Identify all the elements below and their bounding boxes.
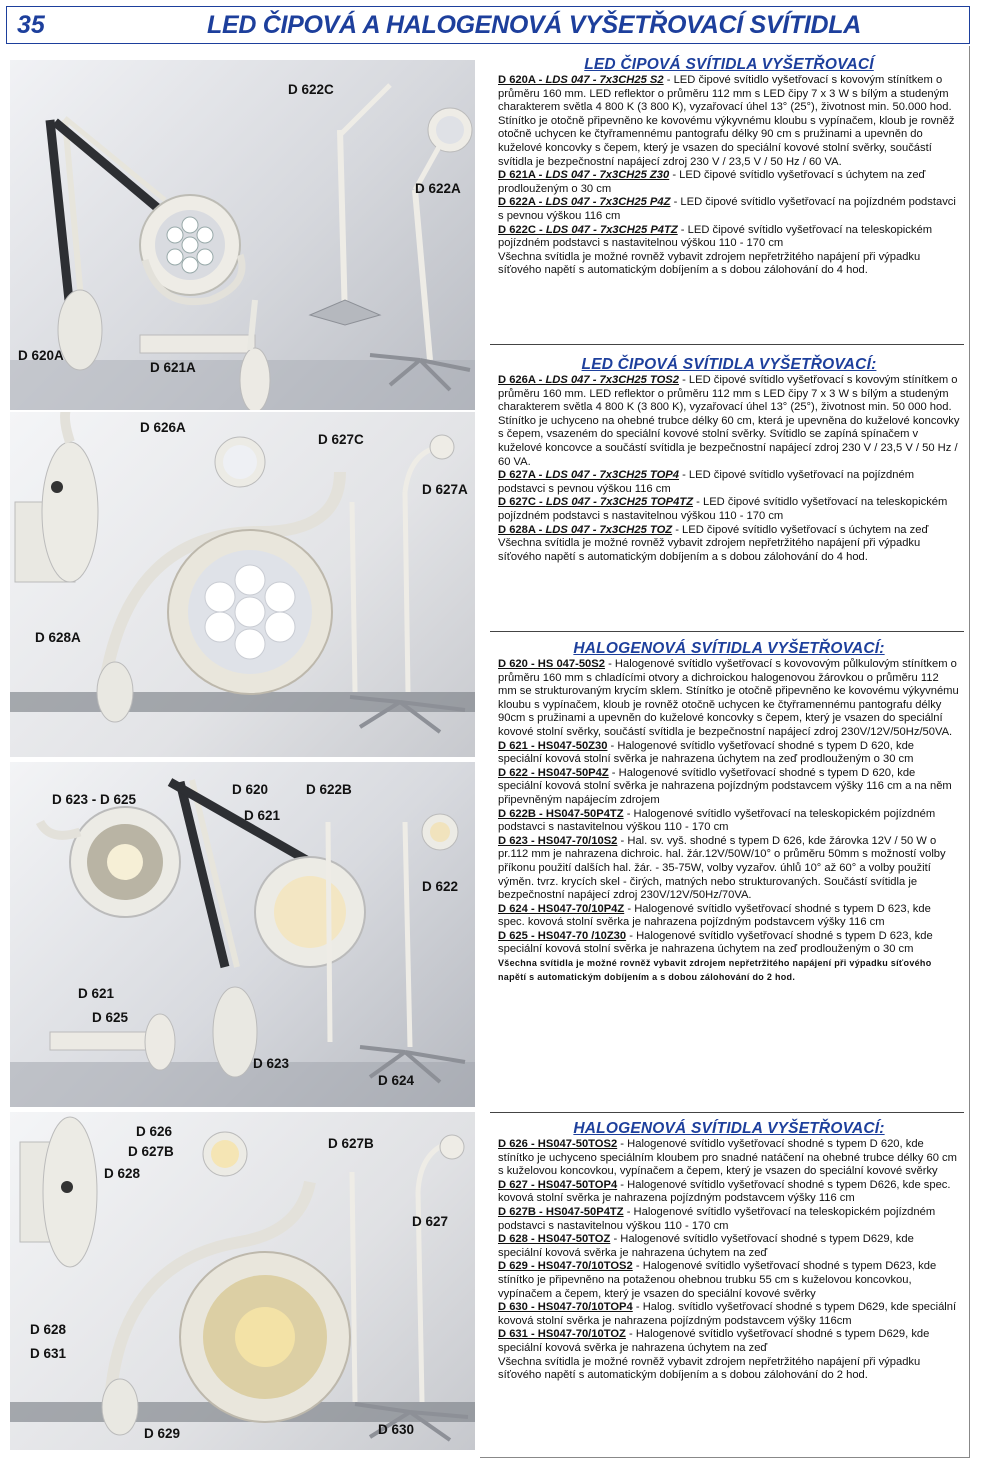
product-entry (498, 224, 960, 251)
product-entry (498, 835, 960, 903)
label-d624: D 624 (378, 1073, 415, 1088)
label-d628a: D 628A (35, 630, 81, 645)
label-d627b: D 627B (128, 1144, 174, 1159)
product-description: - LED čipové svítidlo vyšetřovací s kovovým stínítkem o průměru 160 mm. LED reflektor o průměru 112 mm s LED čipy 7 x 3 W s bílým a studeným charakterem světla 4 800 K (3 800 K), vyzařovací úhel 13° (25°), životnost min. 50 000 hod. Stínítko je uchyceno na ohebné trubce délky 60 cm, která je upevněna do kuželové koncovky s čepem, vsazeném do speciální kovové stolní svěrky. Svítidlo se zapíná spínačem v kuželové koncovce a součástí svítidla je bezpečnostní napájecí zdroj 230 V / 23,5 V / 50 Hz / 60 VA. (498, 374, 960, 468)
ups-note: Všechna svítidla je možné rovněž vybavit zdrojem nepřetržitého napájení při výpadku síťového napětí s automatickým dobíjením a s dobou zálohování do 4 hod. (498, 537, 921, 563)
product-entry (498, 524, 960, 538)
product-code: D 631 - HS047-70/10TOZ (498, 1328, 626, 1341)
label-d621a: D 621A (150, 360, 196, 375)
ups-note: Všechna svítidla je možné rovněž vybavit zdrojem nepřetržitého napájení při výpadku síťového napětí s automatickým dobíjením a s dobou zálohování do 4 hod. (498, 250, 921, 277)
label-d629: D 629 (144, 1426, 181, 1441)
product-code: D 621 - HS047-50Z30 (498, 739, 608, 752)
product-entry (498, 374, 960, 469)
product-model: LDS 047 - 7x3CH25 S2 (545, 74, 664, 86)
section-title: HALOGENOVÁ SVÍTIDLA VYŠETŘOVACÍ: (573, 1120, 885, 1137)
label-d626: D 626 (136, 1124, 173, 1139)
product-code: D 626 - HS047-50TOS2 (498, 1138, 618, 1150)
product-photo-halogen-flexible (10, 1112, 475, 1450)
product-entry (498, 930, 960, 957)
product-code: D 620A - (498, 74, 546, 86)
label-d628: D 628 (104, 1166, 141, 1181)
ups-note: Všechna svítidla je možné rovněž vybavit zdrojem nepřetržitého napájení při výpadku síťového napětí s automatickým dobíjením a s dobou zálohování do 2 hod. (498, 1355, 921, 1382)
product-model: LDS 047 - 7x3CH25 P4Z (545, 196, 671, 209)
label-d621-b: D 621 (78, 986, 115, 1001)
section-title: LED ČIPOVÁ SVÍTIDLA VYŠETŘOVACÍ (584, 56, 874, 73)
product-description: - Halogenové svítidlo vyšetřovací na teleskopickém pojízdném podstavci s nastavitelnou výškou 110 - 170 cm (498, 807, 936, 834)
product-description: - Halogenové svítidlo vyšetřovací shodné s typem D626, kde spec. kovová stolní svěrka je nahrazena pojízdným podstavcem výšky 116 cm (498, 1178, 951, 1205)
product-code: D 622C - (498, 223, 546, 236)
divider (490, 344, 964, 345)
product-code: D 628A - (498, 523, 546, 536)
product-entry (498, 1260, 960, 1301)
label-d631: D 631 (30, 1346, 67, 1361)
lamp-illustration (10, 60, 475, 410)
product-description: - Halog. svítidlo vyšetřovací shodné s typem D629, kde speciální kovová stolní svěrka je nahrazena pojízdným podstavcem výšky 116cm (498, 1301, 957, 1327)
product-description: - Hal. sv. vyš. shodné s typem D 626, kde žárovka 12V / 50 W o pr.112 mm je nahrazena dichroic. hal. žár.12V/50W/10° o průměru 50mm s možností volby příkonu použití dalších hal. žár. - 35-75W, volby vyzařov. úhlů 10° až 60° a volby použití výměn. tvrz. krycích skel - čirých, matných nebo strukturovaných. Součástí svítidla je bezpečnostní napájecí zdroj 230V/12V/50Hz/70VA. (498, 834, 946, 902)
page-title: LED ČIPOVÁ A HALOGENOVÁ VYŠETŘOVACÍ SVÍTIDLA (207, 11, 861, 39)
product-entry (498, 903, 960, 930)
product-code: D 621A - (498, 169, 546, 182)
product-description: - Halogenové svítidlo vyšetřovací shodné s typem D 623, kde spec. kovová stolní svěrka je nahrazena pojízdným podstavcem výšky 116 cm (498, 902, 931, 929)
product-entry (498, 767, 960, 808)
product-photo-halogen-pantograph (10, 762, 475, 1107)
label-d623: D 623 (253, 1056, 290, 1071)
product-code: D 627A - (498, 469, 546, 482)
product-code: D 627B - HS047-50P4TZ (498, 1205, 624, 1218)
product-model: LDS 047 - 7x3CH25 TOS2 (545, 374, 679, 386)
product-description: - Halogenové svítidlo vyšetřovací shodné s typem D 620, kde speciální kovová stolní svěrka je nahrazena pojízdným podstavcem výšky 116 cm a na něm připevněným napájecím zdrojem (498, 766, 952, 806)
product-code: D 630 - HS047-70/10TOP4 (498, 1301, 633, 1314)
label-d622c: D 622C (288, 82, 334, 97)
product-photo-led-flexible (10, 412, 475, 757)
product-description: - LED čipové svítidlo vyšetřovací na teleskopickém pojízdném podstavci s nastavitelnou výškou 110 - 170 cm (498, 496, 948, 522)
product-code: D 628 - HS047-50TOZ (498, 1233, 611, 1246)
product-description: - LED čipové svítidlo vyšetřovací na teleskopickém pojízdném podstavci s nastavitelnou výškou 110 - 170 cm (498, 223, 933, 250)
product-code: D 625 - HS047-70 /10Z30 (498, 929, 627, 942)
product-code: D 627C - (498, 496, 546, 509)
label-d626a: D 626A (140, 420, 186, 435)
divider (490, 1112, 964, 1113)
label-d627b-stand: D 627B (328, 1136, 374, 1151)
product-description: - LED čipové svítidlo vyšetřovací na pojízdném podstavci s pevnou výškou 116 cm (498, 469, 915, 495)
product-entry (498, 808, 960, 835)
label-d625: D 625 (92, 1010, 129, 1025)
product-entry (498, 169, 960, 196)
product-entry (498, 1328, 960, 1355)
product-description: - Halogenové svítidlo vyšetřovací na teleskopickém pojízdném podstavci s nastavitelnou výškou 110 - 170 cm (498, 1205, 936, 1232)
lamp-illustration (10, 412, 475, 757)
product-entry (498, 1301, 960, 1328)
product-code: D 622 - HS047-50P4Z (498, 766, 609, 779)
product-description: - Halogenové svítidlo vyšetřovací shodné s typem D623, kde stínítko je připevněno na potaženou ohebnou trubku 55 cm s kuželovou koncovkou, vypínačem a čepem, který je vsazen do speciální kovové svěrky (498, 1260, 937, 1300)
product-description: - LED čipové svítidlo vyšetřovací s úchytem na zeď prodlouženým o 30 cm (498, 169, 926, 195)
product-entry (498, 740, 960, 767)
label-d622a: D 622A (415, 181, 461, 196)
product-description: - LED čipové svítidlo vyšetřovací na pojízdném podstavci s pevnou výškou 116 cm (498, 196, 956, 222)
product-description: - LED čipové svítidlo vyšetřovací s úchytem na zeď (672, 523, 929, 536)
product-code: D 622B - HS047-50P4TZ (498, 807, 624, 820)
label-d623-d625: D 623 - D 625 (52, 792, 137, 807)
product-description: - Halogenové svítidlo vyšetřovací s kovovovým půlkulovým stínítkem o průměru 160 mm s chladícími otvory a dichroickou halogenovou žárovkou o průměru 112 mm se strukturovaným krycím sklem. Stínítko je otočně připevněno ke kovovému výkyvnému kloubu s vypínačem, kloub je rovněž otočně uchycen ke čtyřramennému pantografu délky 90cm s pružinami a upevněn do kuželové koncovky s čepem, který je vsazen do speciální kovové stolní svěrky, součástí svítidla je bezpečnostní napájecí zdroj 230V/12V/50Hz/50VA. (498, 658, 959, 738)
label-d622b: D 622B (306, 782, 352, 797)
product-description: - LED čipové svítidlo vyšetřovací s kovovým stínítkem o průměru 160 mm. LED reflektor o průměru 112 mm s LED čipy 7 x 3 W s bílým a studeným charakterem světla 4 800 K (3 800 K), vyzařovací úhel 13° (25°), životnost min. 50.000 hod. Stínítko je otočně připevněno ke kovovému výkyvnému kloubu s vypínačem, kloub je rovněž otočně uchycen ke čtyřramennému pantografu délky 90 cm s pružinami a upevněn do kuželové koncovky s čepem, který je vsazen do speciální kovové stolní svěrky, součástí svítidla je bezpečnostní napájecí zdroj 230 V / 23,5 V / 50 Hz / 60 VA. (498, 74, 955, 168)
product-description: - Halogenové svítidlo vyšetřovací shodné s typem D629, kde speciální kovová svěrka je nahrazena úchytem na zeď (498, 1328, 930, 1354)
product-entry (498, 1206, 960, 1233)
label-d627c: D 627C (318, 432, 364, 447)
product-entry (498, 196, 960, 223)
page-number: 35 (17, 11, 45, 39)
product-description: - Halogenové svítidlo vyšetřovací shodné s typem D 623, kde speciální kovová stolní svěrka je nahrazena úchytem na zeď prodlouženým o 30 cm (498, 929, 933, 956)
section-title: HALOGENOVÁ SVÍTIDLA VYŠETŘOVACÍ: (573, 640, 885, 657)
page-header (6, 6, 970, 44)
label-d627a: D 627A (422, 482, 468, 497)
product-code: D 620 - HS 047-50S2 (498, 658, 605, 670)
lamp-illustration (10, 1112, 475, 1450)
product-entry (498, 1233, 960, 1260)
product-model: LDS 047 - 7x3CH25 Z30 (545, 169, 670, 182)
product-model: LDS 047 - 7x3CH25 TOP4 (545, 469, 679, 482)
product-code: D 624 - HS047-70/10P4Z (498, 902, 625, 915)
product-model: LDS 047 - 7x3CH25 TOP4TZ (545, 496, 694, 509)
product-model: LDS 047 - 7x3CH25 P4TZ (545, 223, 678, 236)
label-d620a: D 620A (18, 348, 64, 363)
section-led-2 (498, 356, 960, 564)
label-d622: D 622 (422, 879, 459, 894)
product-description: - Halogenové svítidlo vyšetřovací shodné s typem D 620, kde speciální kovová stolní svěrka je nahrazena úchytem na zeď prodlouženým o 30 cm (498, 739, 915, 766)
label-d620: D 620 (232, 782, 269, 797)
section-led-1 (498, 56, 960, 278)
product-entry (498, 496, 960, 523)
label-d628-b: D 628 (30, 1322, 67, 1337)
label-d630: D 630 (378, 1422, 415, 1437)
section-title: LED ČIPOVÁ SVÍTIDLA VYŠETŘOVACÍ: (581, 356, 877, 373)
section-halogen-1 (498, 640, 960, 984)
product-model: LDS 047 - 7x3CH25 TOZ (545, 523, 673, 536)
product-code: D 627 - HS047-50TOP4 (498, 1178, 618, 1191)
product-entry (498, 74, 960, 169)
section-halogen-2 (498, 1120, 960, 1383)
label-d621: D 621 (244, 808, 281, 823)
product-code: D 623 - HS047-70/10S2 (498, 834, 618, 847)
label-d627: D 627 (412, 1214, 449, 1229)
lamp-illustration (10, 762, 475, 1107)
product-code: D 629 - HS047-70/10TOS2 (498, 1260, 633, 1273)
product-code: D 626A - (498, 374, 546, 386)
product-photo-led-pantograph (10, 60, 475, 410)
ups-note: Všechna svítidla je možné rovněž vybavit zdrojem nepřetržitého napájení při výpadku síťového napětí s automatickým dobíjením a s dobou zálohování do 2 hod. (498, 958, 932, 982)
product-entry (498, 1138, 960, 1179)
product-entry (498, 1179, 960, 1206)
product-entry (498, 469, 960, 496)
divider (490, 631, 964, 632)
product-description: - Halogenové svítidlo vyšetřovací shodné s typem D 620, kde stínítko je uchyceno speciálním kloubem pro snadné natáčení na ohebné trubce délky 60 cm s kuželovou koncovkou, vypínačem a čepem, který je vsazen do speciální kovové svěrky (498, 1138, 957, 1178)
product-description: - Halogenové svítidlo vyšetřovací shodné s typem D629, kde speciální kovová svěrka je nahrazena úchytem na zeď (498, 1233, 914, 1259)
product-entry (498, 658, 960, 740)
product-code: D 622A - (498, 196, 546, 209)
